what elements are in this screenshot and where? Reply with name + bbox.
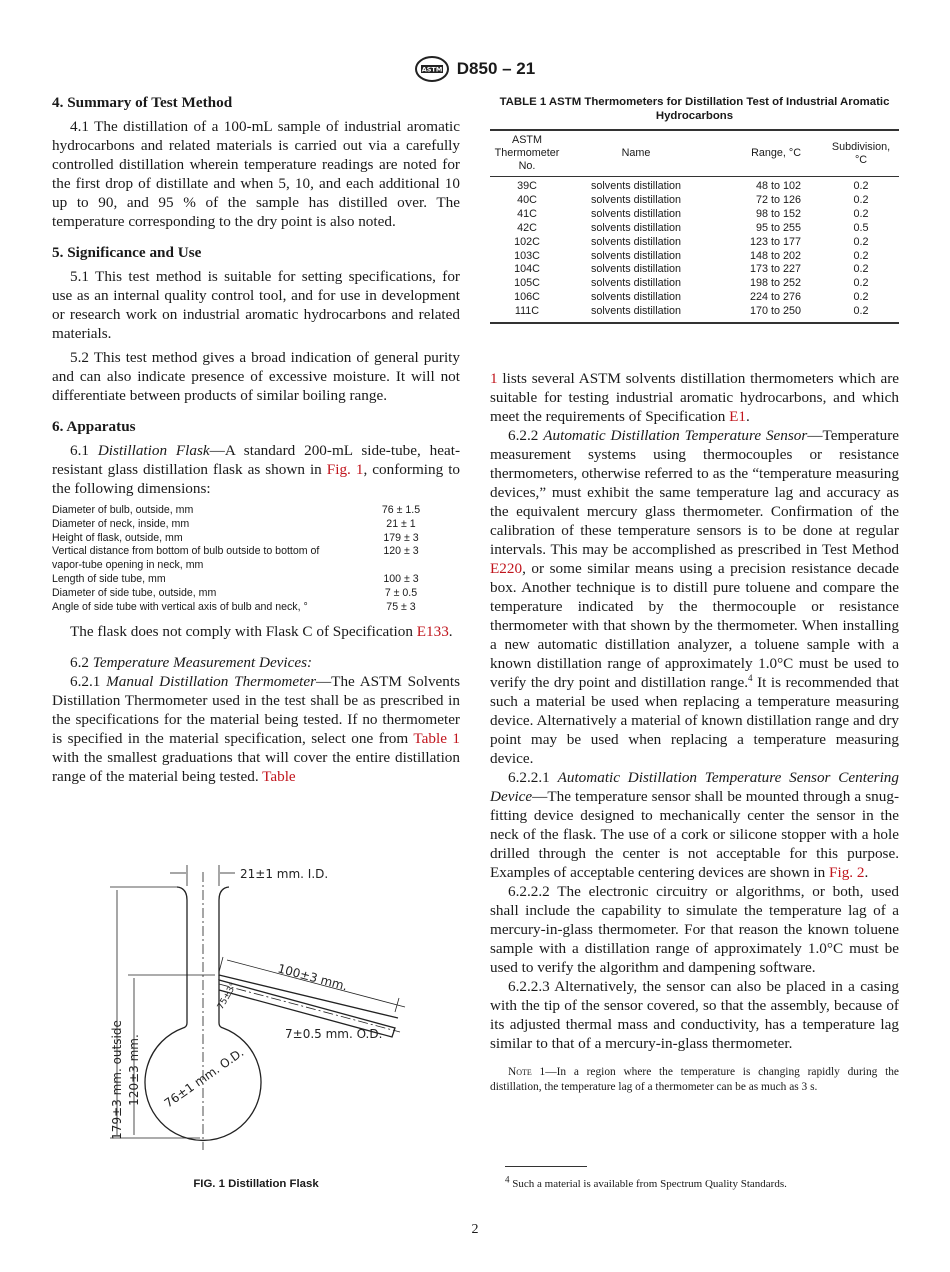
label-bulb-od: 76±1 mm. O.D. (161, 1045, 247, 1111)
text-run: 5.1 This test method is suitable for setting specifications, for use as an internal quality control tool, and for use in development or research work on industrial aromatic hydrocarbons and related materials. (52, 268, 460, 342)
table-row (490, 194, 899, 208)
cross-reference-link[interactable]: Fig. 1 (326, 461, 364, 478)
temperature-range: 224 to 276 (749, 291, 801, 304)
paragraph-flask-note (52, 622, 460, 641)
label-side-tube-od: 7±0.5 mm. O.D. (285, 1027, 383, 1041)
table-row (490, 236, 899, 250)
table-row (490, 208, 899, 222)
cross-reference-link[interactable]: E1 (729, 408, 746, 425)
thermometer-number: 106C (514, 291, 540, 304)
temperature-range: 173 to 227 (749, 263, 801, 276)
temperature-range: 198 to 252 (749, 277, 801, 290)
cross-reference-link[interactable]: E220 (490, 560, 523, 577)
label-height: 179±3 mm. outside (110, 1020, 124, 1140)
figure-1-distillation-flask (52, 850, 460, 1200)
flask-outline (145, 887, 398, 1140)
dimension-label: Length of side tube, mm (52, 572, 166, 585)
paragraph-5-2 (52, 348, 460, 405)
paragraph-6-2-2-1 (490, 768, 899, 882)
text-run: Temperature Measurement Devices: (92, 654, 313, 672)
cross-reference-link[interactable]: E133 (416, 623, 449, 641)
thermometer-name: solvents distillation (591, 249, 682, 262)
column-header: Range, °C (708, 130, 823, 177)
dimension-row (52, 518, 460, 532)
dimension-row (52, 532, 460, 546)
table-row (490, 277, 899, 291)
page-header (0, 56, 950, 82)
section-4-heading: 4. Summary of Test Method (52, 94, 233, 111)
dimension-value: 120 ± 3 (383, 545, 419, 558)
text-run: —The ASTM Solvents Distillation Thermometer used in the test shall be as prescribed in the specifications for the material being tested. If no thermometer is specified in the material specification, select one from (52, 673, 461, 748)
subdivision: 0.2 (853, 207, 869, 220)
dimension-row (52, 504, 460, 518)
text-run: Note (508, 1066, 532, 1078)
table-caption: TABLE 1 ASTM Thermometers for Distillation Test of Industrial Aromatic Hydrocarbons (499, 96, 890, 122)
subdivision: 0.2 (853, 180, 869, 192)
thermometer-number: 40C (517, 193, 537, 206)
text-run: It is recommended that such a material be used when replacing a temperature measuring device. Alternatively a material of known distillation range and dry point may be used when replacing a temperature measuring device. (490, 674, 899, 767)
label-neck-id: 21±1 mm. I.D. (240, 867, 329, 881)
paragraph-6-1 (52, 441, 460, 498)
cross-reference-link[interactable]: Fig. 2 (829, 864, 865, 881)
dimension-label: Height of flask, outside, mm (52, 531, 183, 544)
dimension-value: 21 ± 1 (386, 517, 416, 530)
temperature-range: 95 to 255 (755, 221, 801, 234)
thermometer-number: 102C (514, 235, 540, 248)
dimension-value: 179 ± 3 (383, 531, 419, 544)
thermometer-number: 39C (517, 180, 537, 192)
thermometer-table (490, 129, 899, 324)
table-row (490, 250, 899, 264)
paragraph-6-2 (52, 653, 460, 672)
table-row (490, 291, 899, 305)
text-run: with the smallest graduations that will cover the entire distillation range of the material being tested. (52, 749, 460, 786)
note-1 (490, 1065, 899, 1094)
text-run: 6.2.2.3 Alternatively, the sensor can also be placed in a casing with the tip of the sensor covered, so that the assembly, because of its adjusted thermal mass and conductivity, has a temperature lag similar to that of a mercury-in-glass thermometer. (490, 978, 899, 1052)
paragraph-table-continued (490, 369, 899, 426)
thermometer-name: solvents distillation (591, 235, 682, 248)
text-run: Automatic Distillation Temperature Sensor Centering Device (490, 769, 899, 805)
section-6-heading: 6. Apparatus (52, 418, 136, 435)
thermometer-number: 105C (514, 277, 540, 290)
cross-reference-link[interactable]: 1 (490, 370, 498, 387)
table-row (490, 222, 899, 236)
table-1 (490, 95, 899, 324)
text-run: 6.2.2.1 (508, 769, 558, 786)
subdivision: 0.2 (853, 291, 869, 304)
dimension-lines (110, 865, 405, 1138)
column-header: ASTM Thermometer No. (490, 130, 564, 177)
dimension-label: Diameter of bulb, outside, mm (52, 504, 194, 516)
dimension-row (52, 573, 460, 587)
svg-text:ASTM: ASTM (421, 65, 443, 74)
thermometer-name: solvents distillation (591, 193, 682, 206)
temperature-range: 72 to 126 (755, 193, 801, 206)
thermometer-name: solvents distillation (591, 305, 682, 318)
dimension-value: 75 ± 3 (386, 600, 416, 613)
thermometer-name: solvents distillation (591, 180, 682, 192)
paragraph-6-2-2-3 (490, 977, 899, 1053)
thermometer-number: 42C (517, 221, 537, 234)
footnote-text: Such a material is available from Spectrum Quality Standards. (512, 1178, 787, 1190)
text-run: Automatic Distillation Temperature Sensor (543, 427, 808, 444)
text-run: 5.2 This test method gives a broad indication of general purity and can also indicate presence of excessive moisture. It will not differentiate between products of similar boiling range. (52, 349, 460, 404)
text-run: 6.1 (70, 442, 98, 459)
dimension-label: Diameter of side tube, outside, mm (52, 586, 217, 599)
subdivision: 0.2 (853, 277, 869, 290)
text-run: The flask does not comply with Flask C of Specification (70, 623, 417, 641)
text-run: 4.1 The distillation of a 100-mL sample of industrial aromatic hydrocarbons and related materials is carried out via a carefully controlled distillation wherein temperature readings are noted for the first drop of distillate and when 5, 10, and each additional 10 up to 90, and 95 % of the sample has distilled over. The temperature corresponding to the dry point is also noted. (52, 118, 460, 230)
thermometer-name: solvents distillation (591, 207, 682, 220)
subdivision: 0.2 (853, 193, 869, 206)
paragraph-4-1 (52, 117, 460, 231)
thermometer-number: 41C (517, 207, 537, 220)
text-run: Distillation Flask (97, 442, 210, 459)
dimension-label: Vertical distance from bottom of bulb outside to bottom of vapor-tube opening in neck, mm (52, 545, 320, 572)
paragraph-5-1 (52, 267, 460, 343)
column-header: Name (564, 130, 708, 177)
page-number: 2 (471, 1222, 479, 1237)
cross-reference-link[interactable]: Table (262, 768, 296, 786)
document-designation: D850 – 21 (456, 59, 536, 78)
thermometer-number: 104C (514, 263, 540, 276)
cross-reference-link[interactable]: Table 1 (413, 730, 460, 748)
text-run: , conforming to the following dimensions: (52, 461, 461, 497)
text-run: 1—In a region where the temperature is changing rapidly during the distillation, the temperature lag of a thermometer can be as much as 3 s. (490, 1066, 899, 1093)
paragraph-6-2-2 (490, 426, 899, 768)
dimension-label: Angle of side tube with vertical axis of bulb and neck, ° (52, 600, 308, 613)
dimension-row (52, 587, 460, 601)
text-run: . (746, 408, 750, 425)
right-column (490, 369, 899, 1094)
temperature-range: 148 to 202 (749, 249, 801, 262)
subdivision: 0.2 (853, 263, 869, 276)
text-run: 6.2.2.2 The electronic circuitry or algorithms, or both, used shall include the capability to simulate the temperature lag of a mercury-in-glass thermometer. For that reason the known toluene sample with a distillation range of approximately 1.0°C must be used to verify the algorithm and dampening software. (490, 883, 899, 976)
subdivision: 0.2 (853, 235, 869, 248)
text-run: —A standard 200-mL side-tube, heat-resistant glass distillation flask as shown in (52, 442, 460, 478)
section-5-heading: 5. Significance and Use (52, 244, 202, 261)
dimension-value: 100 ± 3 (383, 572, 419, 585)
dimension-list (52, 504, 460, 614)
table-row (490, 305, 899, 323)
temperature-range: 98 to 152 (755, 207, 801, 220)
text-run: —The temperature sensor shall be mounted through a snug-fitting device designed to mechanically center the sensor in the neck of the flask. The use of a cork or silicone stopper with a hole drilled through the center is not acceptable for this purpose. Examples of acceptable centering devices are shown in (490, 788, 899, 881)
text-run: . (448, 623, 453, 641)
temperature-range: 123 to 177 (749, 235, 801, 248)
text-run: Manual Distillation Thermometer (106, 673, 316, 691)
footnote (505, 1174, 787, 1190)
label-side-tube-length: 100±3 mm. (276, 961, 350, 994)
text-run: 6.2.1 (70, 673, 107, 691)
text-run: 6.2.2 (508, 427, 544, 444)
text-run: . (864, 864, 869, 881)
dimension-row (52, 601, 460, 615)
text-run: , or some similar means using a precision resistance decade box. Another technique is to distill pure toluene and compare the temperature indicated by the thermocouple or resistance thermometer with that shown by the thermometer. When installing a new automatic distillation analyzer, a toluene sample with a known distillation range of approximately 1.0°C must be used to verify the dry point and distillation range. (490, 560, 899, 691)
dimension-value: 76 ± 1.5 (381, 504, 421, 516)
column-header: Subdivision, °C (823, 130, 899, 177)
thermometer-name: solvents distillation (591, 291, 682, 304)
footnote-rule (505, 1166, 587, 1167)
thermometer-name: solvents distillation (591, 263, 682, 276)
thermometer-name: solvents distillation (591, 277, 682, 290)
thermometer-name: solvents distillation (591, 221, 682, 234)
table-row (490, 263, 899, 277)
label-angle: 75±3° (215, 981, 240, 1012)
text-run: —Temperature measurement systems using thermocouples or resistance thermometers, otherwise referred to as the “temperature measuring devices,” must exhibit the same temperature lag and accuracy as the equivalent mercury glass thermometer. Confirmation of the calibration of these temperature sensors is to be done at regular intervals. This may be accomplished as prescribed in Test Method (490, 427, 900, 558)
subdivision: 0.2 (853, 305, 869, 318)
paragraph-6-2-2-2 (490, 882, 899, 977)
table-row (490, 177, 899, 194)
astm-logo-icon (415, 56, 449, 82)
subdivision: 0.2 (853, 249, 869, 262)
thermometer-number: 111C (514, 305, 540, 318)
text-run: 6.2 (70, 654, 93, 672)
dimension-label: Diameter of neck, inside, mm (52, 517, 190, 530)
temperature-range: 48 to 102 (755, 180, 801, 192)
dimension-row (52, 545, 460, 573)
text-run: lists several ASTM solvents distillation thermometers which are suitable for testing industrial aromatic hydrocarbons, and which meet the requirements of Specification (490, 370, 899, 425)
figure-caption: FIG. 1 Distillation Flask (193, 1178, 319, 1190)
temperature-range: 170 to 250 (749, 305, 801, 318)
footnote-mark: 4 (505, 1174, 510, 1185)
thermometer-number: 103C (514, 249, 540, 262)
dimension-value: 7 ± 0.5 (384, 586, 418, 599)
left-column (52, 93, 460, 786)
paragraph-6-2-1 (52, 672, 460, 786)
footnote-reference: 4 (748, 672, 753, 683)
subdivision: 0.5 (853, 221, 869, 234)
label-vertical-distance: 120±3 mm. (127, 1034, 141, 1106)
